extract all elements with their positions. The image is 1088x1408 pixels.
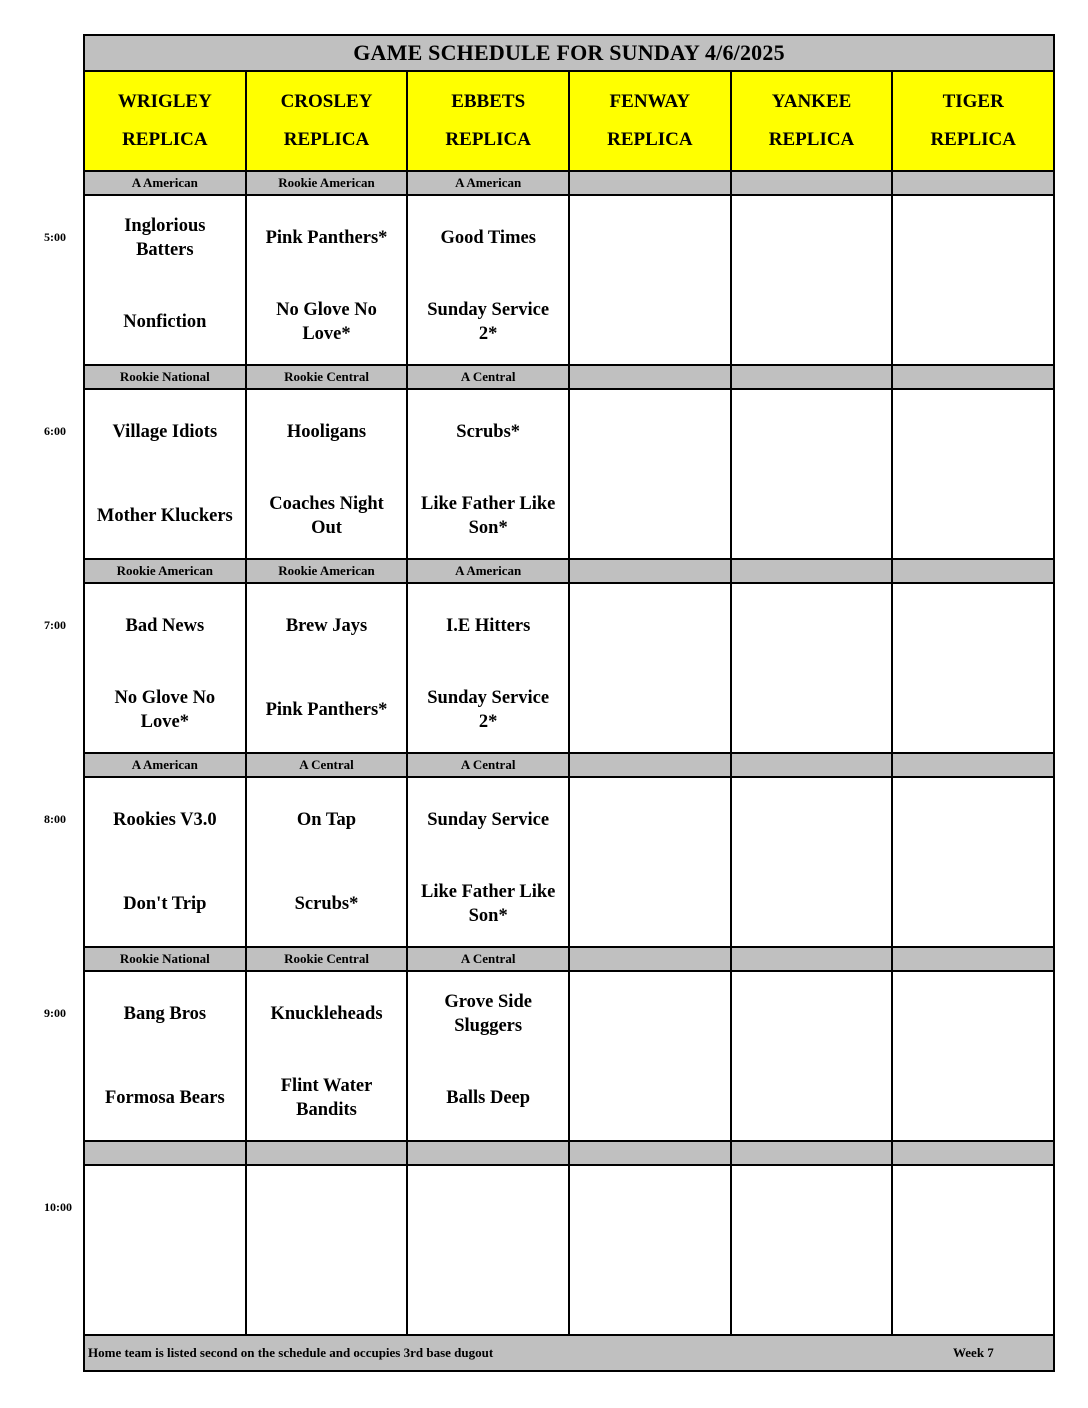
time-slot-row	[85, 1166, 1053, 1336]
division-label	[893, 366, 1053, 388]
away-team: Pink Panthers*	[265, 228, 388, 248]
away-team	[732, 584, 892, 668]
field-name: EBBETS	[451, 91, 526, 112]
home-team: Balls Deep	[446, 1088, 531, 1108]
field-header	[732, 72, 894, 170]
field-name: FENWAY	[609, 91, 691, 112]
field-subtitle: REPLICA	[445, 129, 531, 150]
away-team	[893, 1166, 1053, 1250]
home-team	[247, 1250, 407, 1334]
away-team: Grove Side Sluggers	[444, 992, 532, 1036]
game-cell	[247, 972, 409, 1140]
home-team	[893, 474, 1053, 558]
division-label	[732, 366, 894, 388]
home-team	[732, 668, 892, 752]
game-cell	[408, 778, 570, 946]
home-team: Formosa Bears	[104, 1088, 225, 1108]
field-name: CROSLEY	[280, 91, 373, 112]
away-team: Village Idiots	[112, 422, 218, 442]
division-label	[893, 754, 1053, 776]
field-header	[893, 72, 1053, 170]
week-label: Week 7	[953, 1345, 994, 1360]
home-team	[893, 668, 1053, 752]
field-header	[247, 72, 409, 170]
away-team: On Tap	[296, 810, 357, 830]
home-team	[893, 1056, 1053, 1140]
away-team: Good Times	[440, 228, 536, 248]
game-cell	[893, 778, 1053, 946]
field-header	[85, 72, 247, 170]
away-team	[570, 196, 730, 280]
game-cell	[570, 196, 732, 364]
division-label	[570, 754, 732, 776]
field-name: TIGER	[942, 91, 1004, 112]
away-team: Scrubs*	[456, 422, 521, 442]
division-label	[893, 560, 1053, 582]
schedule-sheet	[83, 34, 1055, 1372]
away-team	[570, 972, 730, 1056]
home-team	[570, 280, 730, 364]
time-label: 8:00	[44, 812, 66, 826]
game-cell	[570, 972, 732, 1140]
division-label: A American	[408, 560, 570, 582]
away-team	[570, 584, 730, 668]
away-team	[893, 972, 1053, 1056]
division-label	[570, 560, 732, 582]
away-team: Hooligans	[286, 422, 367, 442]
home-team: Coaches Night Out	[269, 494, 384, 538]
division-row	[85, 948, 1053, 972]
field-subtitle: REPLICA	[283, 129, 370, 150]
away-team: Bang Bros	[123, 1004, 207, 1024]
game-cell	[408, 390, 570, 558]
home-team: Mother Kluckers	[96, 506, 233, 526]
division-label: Rookie American	[247, 172, 409, 194]
game-cell	[893, 1166, 1053, 1334]
division-label: Rookie American	[85, 560, 247, 582]
game-cell	[732, 196, 894, 364]
division-label: A Central	[408, 754, 570, 776]
away-team: Brew Jays	[285, 616, 368, 636]
game-cell	[408, 1166, 570, 1334]
footer-bar	[85, 1336, 1053, 1370]
home-team	[732, 1056, 892, 1140]
time-slot-row	[85, 196, 1053, 366]
away-team	[85, 1166, 245, 1250]
division-row	[85, 366, 1053, 390]
away-team	[570, 778, 730, 862]
time-label: 9:00	[44, 1006, 66, 1020]
game-cell	[893, 584, 1053, 752]
division-label: Rookie Central	[247, 948, 409, 970]
division-label: Rookie National	[85, 366, 247, 388]
division-label	[732, 1142, 894, 1164]
game-cell	[732, 584, 894, 752]
division-label	[85, 1142, 247, 1164]
division-label	[570, 1142, 732, 1164]
game-cell	[570, 1166, 732, 1334]
division-label: Rookie National	[85, 948, 247, 970]
home-team: No Glove No Love*	[114, 688, 216, 732]
game-cell	[570, 390, 732, 558]
time-slot-row	[85, 972, 1053, 1142]
game-cell	[408, 972, 570, 1140]
game-cell	[732, 1166, 894, 1334]
home-team	[893, 862, 1053, 946]
home-team: Don't Trip	[123, 894, 207, 914]
time-label: 6:00	[44, 424, 66, 438]
game-cell	[85, 778, 247, 946]
home-team: Scrubs*	[294, 894, 359, 914]
game-cell	[893, 972, 1053, 1140]
home-team	[570, 668, 730, 752]
game-cell	[247, 1166, 409, 1334]
away-team	[570, 1166, 730, 1250]
away-team: Bad News	[125, 616, 205, 636]
home-team	[570, 862, 730, 946]
division-row	[85, 172, 1053, 196]
time-label: 10:00	[44, 1200, 72, 1214]
away-team	[893, 390, 1053, 474]
division-label	[570, 172, 732, 194]
division-label: A Central	[408, 948, 570, 970]
division-label	[247, 1142, 409, 1164]
division-label	[893, 1142, 1053, 1164]
game-cell	[247, 584, 409, 752]
away-team	[732, 196, 892, 280]
home-team: Flint Water Bandits	[280, 1076, 373, 1120]
division-label: A American	[85, 754, 247, 776]
division-label	[732, 948, 894, 970]
field-subtitle: REPLICA	[768, 129, 855, 150]
time-label: 7:00	[44, 618, 66, 632]
away-team	[732, 972, 892, 1056]
game-cell	[247, 390, 409, 558]
home-team	[85, 1250, 245, 1334]
game-cell	[732, 972, 894, 1140]
away-team	[247, 1166, 407, 1250]
division-row	[85, 754, 1053, 778]
division-label: Rookie American	[247, 560, 409, 582]
time-slot-row	[85, 390, 1053, 560]
division-label: Rookie Central	[247, 366, 409, 388]
away-team	[893, 778, 1053, 862]
division-label: A Central	[247, 754, 409, 776]
game-cell	[408, 584, 570, 752]
away-team: I.E Hitters	[446, 616, 531, 636]
home-team	[732, 280, 892, 364]
field-header	[570, 72, 732, 170]
division-label	[408, 1142, 570, 1164]
home-team: Sunday Service 2*	[427, 300, 550, 344]
field-header	[408, 72, 570, 170]
time-label: 5:00	[44, 230, 66, 244]
home-team: Pink Panthers*	[265, 700, 388, 720]
game-cell	[570, 778, 732, 946]
page-title: GAME SCHEDULE FOR SUNDAY 4/6/2025	[85, 36, 1053, 72]
division-label: A American	[408, 172, 570, 194]
division-label	[732, 560, 894, 582]
game-cell	[732, 390, 894, 558]
game-cell	[247, 778, 409, 946]
home-team: Nonfiction	[123, 312, 207, 332]
game-cell	[85, 972, 247, 1140]
away-team	[408, 1166, 568, 1250]
away-team	[732, 778, 892, 862]
field-header-row	[85, 72, 1053, 172]
home-team	[732, 474, 892, 558]
away-team	[893, 584, 1053, 668]
footer-note: Home team is listed second on the schedule and occupies 3rd base dugout	[88, 1345, 494, 1360]
game-cell	[85, 1166, 247, 1334]
away-team: Rookies V3.0	[113, 810, 217, 830]
field-subtitle: REPLICA	[607, 129, 693, 150]
field-name: WRIGLEY	[117, 91, 212, 112]
home-team: Sunday Service 2*	[427, 688, 550, 732]
home-team	[570, 1250, 730, 1334]
home-team: No Glove No Love*	[276, 300, 377, 344]
schedule-body	[85, 172, 1053, 1336]
division-row	[85, 1142, 1053, 1166]
division-label: A American	[85, 172, 247, 194]
game-cell	[570, 584, 732, 752]
home-team	[893, 280, 1053, 364]
home-team	[408, 1250, 568, 1334]
field-subtitle: REPLICA	[122, 129, 208, 150]
home-team: Like Father Like Son*	[421, 882, 556, 926]
division-label	[570, 948, 732, 970]
away-team	[570, 390, 730, 474]
time-slot-row	[85, 584, 1053, 754]
game-cell	[893, 196, 1053, 364]
away-team	[732, 390, 892, 474]
division-label	[732, 754, 894, 776]
away-team: Inglorious Batters	[124, 216, 206, 260]
game-cell	[85, 390, 247, 558]
game-cell	[85, 584, 247, 752]
away-team: Sunday Service	[427, 810, 550, 830]
game-cell	[408, 196, 570, 364]
home-team	[732, 1250, 892, 1334]
home-team	[570, 1056, 730, 1140]
field-name: YANKEE	[771, 91, 852, 112]
home-team	[893, 1250, 1053, 1334]
away-team: Knuckleheads	[270, 1004, 383, 1024]
division-label	[570, 366, 732, 388]
game-cell	[85, 196, 247, 364]
division-label	[893, 948, 1053, 970]
division-label	[893, 172, 1053, 194]
division-row	[85, 560, 1053, 584]
game-cell	[893, 390, 1053, 558]
game-cell	[247, 196, 409, 364]
home-team	[570, 474, 730, 558]
division-label	[732, 172, 894, 194]
home-team: Like Father Like Son*	[421, 494, 556, 538]
division-label: A Central	[408, 366, 570, 388]
away-team	[732, 1166, 892, 1250]
away-team	[893, 196, 1053, 280]
home-team	[732, 862, 892, 946]
time-slot-row	[85, 778, 1053, 948]
field-subtitle: REPLICA	[930, 129, 1016, 150]
game-cell	[732, 778, 894, 946]
